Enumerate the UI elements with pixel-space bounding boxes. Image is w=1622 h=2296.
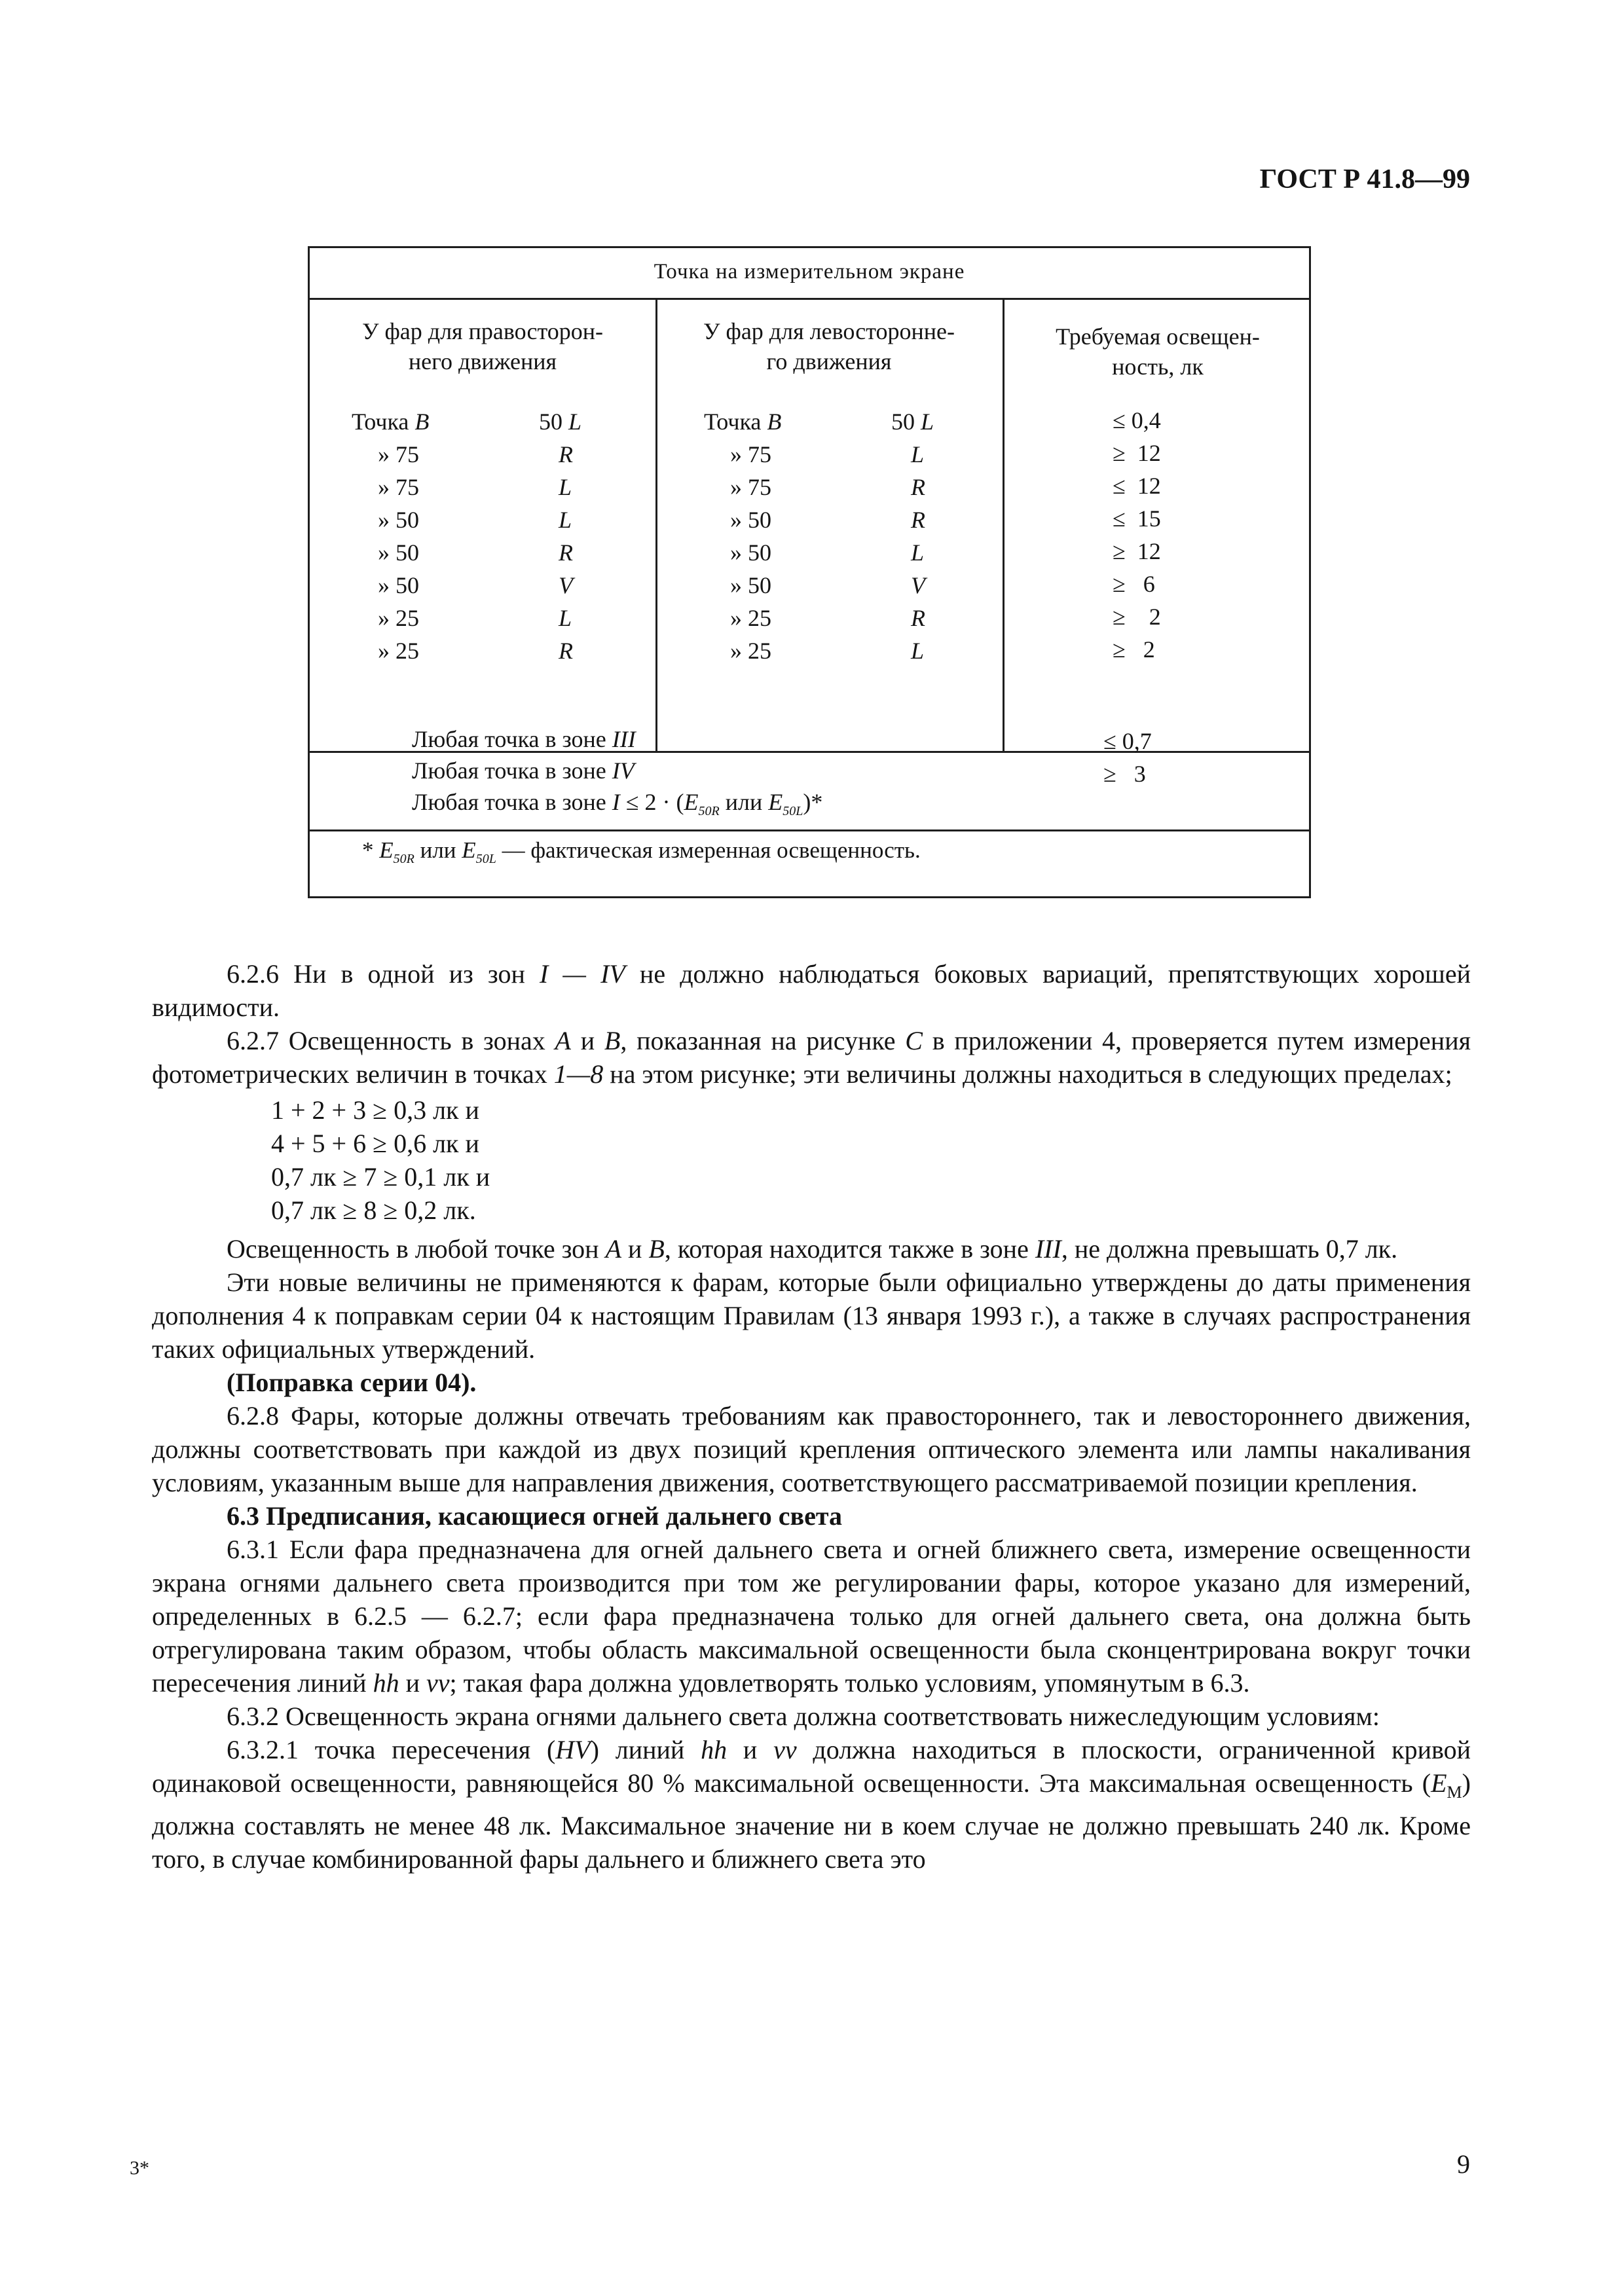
symbol-e: E [768, 789, 783, 815]
subscript: 50L [475, 852, 496, 866]
illuminance-value: ≥ 2 [1113, 636, 1155, 663]
formula-line: 0,7 лк ≥ 8 ≥ 0,2 лк. [271, 1195, 476, 1225]
point-label: 50 L [539, 409, 582, 435]
point-name: » 50 [378, 507, 419, 533]
table-row [352, 634, 640, 667]
formula-line: 1 + 2 + 3 ≥ 0,3 лк и [271, 1095, 479, 1125]
table-row [704, 569, 992, 602]
point-name: Точка B [352, 409, 430, 435]
point-label: R [559, 441, 573, 467]
col-header-line: ность, лк [1112, 354, 1204, 380]
point-name: » 50 [378, 572, 419, 598]
zone-id: I [612, 789, 620, 815]
illuminance-values [1113, 404, 1283, 666]
formula-line: 0,7 лк ≥ 7 ≥ 0,1 лк и [271, 1162, 490, 1192]
right-traffic-points [352, 405, 640, 667]
page-number: 9 [1457, 2149, 1470, 2179]
point-label: R [559, 539, 573, 566]
col-header-line: него движения [408, 348, 557, 374]
point-label: V [911, 572, 925, 598]
left-traffic-points [704, 405, 992, 667]
table-row [352, 602, 640, 634]
point-label: L [911, 441, 925, 467]
zone-row [412, 786, 822, 818]
table-divider [310, 829, 1309, 831]
point-name: » 50 [730, 507, 771, 533]
zone-text: Любая точка в зоне [412, 757, 612, 784]
illuminance-value: ≤ 0,7 [1103, 728, 1152, 754]
table-row [704, 471, 992, 503]
col-header-line: Требуемая освещен- [1056, 323, 1260, 350]
document-code: ГОСТ Р 41.8—99 [1259, 164, 1470, 194]
subscript: 50R [698, 804, 720, 818]
paragraph-zones-ab: Освещенность в любой точке зон A и B, которая находится также в зоне III, не должна превышать 0,7 лк. [227, 1234, 1398, 1264]
point-label: L [911, 539, 925, 566]
subscript: 50R [393, 852, 415, 866]
point-label: 50 L [891, 409, 934, 435]
point-label: L [559, 507, 572, 533]
table-row [704, 438, 992, 471]
point-label: V [559, 572, 573, 598]
table-row [352, 569, 640, 602]
zone-row [412, 755, 822, 786]
limit-formulas [271, 1093, 1471, 1227]
table-row [352, 405, 640, 438]
point-label: R [911, 605, 925, 631]
point-name: » 25 [730, 605, 771, 631]
table-row [704, 634, 992, 667]
point-label: L [559, 474, 572, 500]
illuminance-value: ≥ 12 [1113, 440, 1161, 466]
point-label: R [559, 638, 573, 664]
table-row [704, 405, 992, 438]
illuminance-value: ≤ 15 [1113, 505, 1161, 532]
paragraph-new-values: Эти новые величины не применяются к фарам, которые были официально утверждены до даты применения дополнения 4 к поправкам серии 04 к настоящим Правилам (13 января 1993 г.), а также в случаях распространения таких официальных утверждений. [152, 1267, 1471, 1364]
paragraph-6-3-2: 6.3.2 Освещенность экрана огнями дальнего света должна соответствовать нижеследующим условиям: [227, 1702, 1380, 1731]
zone-text: или [719, 789, 769, 815]
table-footnote [362, 837, 921, 867]
zone-conditions [412, 723, 822, 818]
illuminance-value: ≥ 3 [1103, 761, 1146, 787]
zone-text: Любая точка в зоне [412, 789, 612, 815]
illuminance-value: ≥ 12 [1113, 538, 1161, 564]
table-row [704, 602, 992, 634]
paragraph-6-3-1: 6.3.1 Если фара предназначена для огней дальнего света и огней ближнего света, измерение освещенности экрана огнями дальнего света производится при том же регулировании фары, которое указано для измерений, определенных в 6.2.5 — 6.2.7; если фара предназначена только для огней дальнего света, она должна быть отрегулирована таким образом, чтобы область максимальной освещенности была сконцентрирована вокруг точки пересечения линий hh и vv; такая фара должна удовлетворять только условиям, упомянутым в 6.3. [152, 1535, 1471, 1698]
point-label: R [911, 474, 925, 500]
table-row [704, 503, 992, 536]
footnote-text: — фактическая измеренная освещенность. [496, 837, 921, 863]
point-name: » 25 [378, 638, 419, 664]
paragraph-6-2-7: 6.2.7 Освещенность в зонах A и B, показанная на рисунке C в приложении 4, проверяется путем измерения фотометрических величин в точках 1—8 на этом рисунке; эти величины должны находиться в следующих пределах; [152, 1026, 1471, 1089]
point-name: » 75 [378, 441, 419, 467]
col-header-line: У фар для левосторонне- [703, 318, 955, 344]
col-header-illuminance [1003, 321, 1313, 382]
col-header-left-traffic [655, 316, 1003, 376]
illuminance-value: ≥ 6 [1113, 571, 1155, 597]
table-row [352, 503, 640, 536]
point-name: » 25 [730, 638, 771, 664]
footnote-star: * [362, 837, 380, 863]
col-header-line: го движения [766, 348, 892, 374]
formula-line: 4 + 5 + 6 ≥ 0,6 лк и [271, 1129, 479, 1158]
zone-row [412, 723, 822, 755]
zone-text: )* [803, 789, 823, 815]
illuminance-table [308, 246, 1311, 898]
paragraph-6-2-6: 6.2.6 Ни в одной из зон I — IV не должно наблюдаться боковых вариаций, препятствующих хорошей видимости. [152, 959, 1471, 1022]
footnote-text: или [414, 837, 462, 863]
symbol-e: E [684, 789, 699, 815]
sheet-mark: 3* [130, 2157, 149, 2179]
point-name: » 75 [378, 474, 419, 500]
illuminance-value: ≤ 12 [1113, 473, 1161, 499]
zone-text: ≤ 2 · ( [619, 789, 684, 815]
symbol-e: E [462, 837, 476, 863]
table-row [704, 536, 992, 569]
section-heading-6-3: 6.3 Предписания, касающиеся огней дальнего света [227, 1501, 842, 1531]
table-row [352, 471, 640, 503]
point-name: » 50 [730, 539, 771, 566]
body-text [152, 957, 1471, 1876]
point-name: Точка B [704, 409, 782, 435]
col-header-right-traffic [310, 316, 655, 376]
zone-id: IV [612, 757, 635, 784]
zone-id: III [612, 726, 636, 752]
point-name: » 75 [730, 441, 771, 467]
table-caption: Точка на измерительном экране [654, 260, 965, 283]
illuminance-value: ≥ 2 [1113, 604, 1161, 630]
table-divider [310, 298, 1309, 300]
amendment-note: (Поправка серии 04). [227, 1368, 477, 1397]
symbol-e: E [379, 837, 394, 863]
point-name: » 50 [730, 572, 771, 598]
illuminance-value: ≤ 0,4 [1113, 407, 1161, 433]
zone-text: Любая точка в зоне [412, 726, 612, 752]
subscript: 50L [783, 804, 803, 818]
point-name: » 25 [378, 605, 419, 631]
table-row [352, 536, 640, 569]
table-row [352, 438, 640, 471]
point-label: L [911, 638, 925, 664]
point-name: » 75 [730, 474, 771, 500]
paragraph-6-3-2-1: 6.3.2.1 точка пересечения (HV) линий hh и vv должна находиться в плоскости, ограниченной кривой одинаковой освещенности, равняющейся 80 % максимальной освещенности. Эта максимальная освещенность $(E_M)$ должна составлять не менее 48 лк. Максимальное значение ни в коем случае не должно превышать 240 лк. Кроме того, в случае комбинированной фары дальнего и ближнего света это [152, 1735, 1471, 1874]
zone-illuminance [1103, 725, 1152, 790]
col-header-line: У фар для правосторон- [361, 318, 603, 344]
point-label: R [911, 507, 925, 533]
paragraph-6-2-8: 6.2.8 Фары, которые должны отвечать требованиям как правостороннего, так и левостороннего движения, должны соответствовать при каждой из двух позиций крепления оптического элемента или лампы накаливания условиям, указанным выше для направления движения, соответствующего рассматриваемой позиции крепления. [152, 1401, 1471, 1497]
point-label: L [559, 605, 572, 631]
point-name: » 50 [378, 539, 419, 566]
